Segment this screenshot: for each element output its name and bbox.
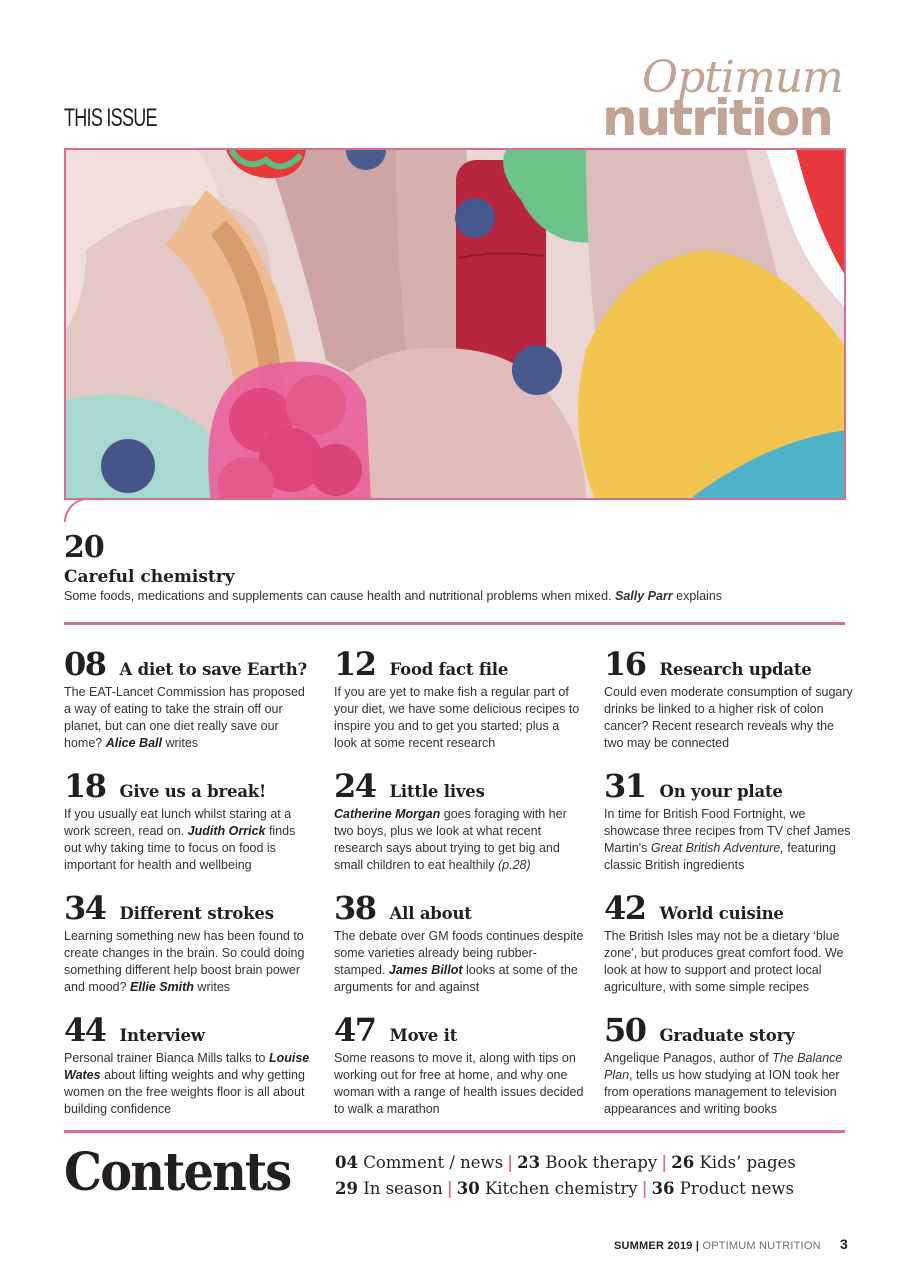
contents-row [335,1176,796,1202]
article-page-number: 34 [64,889,106,927]
article-item[interactable] [64,890,314,996]
article-page-number: 24 [334,767,376,805]
article-title: Little lives [389,782,485,801]
article-author: Alice Ball [105,736,162,750]
article-description: The British Isles may not be a dietary ‘blue zone’, but produces great comfort food. We look at how to support and protect local agriculture, with some simple recipes [604,929,844,994]
contents-item[interactable]: 26 Kids’ pages [671,1153,796,1172]
article-author: Louise Wates [64,1051,310,1082]
article-title: Interview [119,1026,205,1045]
contents-separator: | [507,1153,514,1172]
article-description: If you are yet to make fish a regular part of your diet, we have some delicious recipes to inspire you and to get you started; plus a look at some recent research [334,685,580,750]
article-page-number: 50 [604,1011,646,1049]
article-page-number: 18 [64,767,106,805]
article-description: The EAT-Lancet Commission has proposed a way of eating to take the strain off our planet, but can one diet really save our home? Alice Ball writes [64,685,305,750]
featured-title: Careful chemistry [64,567,235,587]
publication-name: OPTIMUM NUTRITION [702,1240,821,1252]
contents-heading: Contents [64,1142,291,1203]
article-title: A diet to save Earth? [119,660,307,679]
contents-item[interactable]: 23 Book therapy [517,1153,658,1172]
contents-item[interactable]: 04 Comment / news [335,1153,504,1172]
hero-illustration [64,148,846,500]
article-title: Give us a break! [119,782,267,801]
article-description: The debate over GM foods continues despite some varieties already being rubber-stamped. James Billot looks at some of the arguments for and against [334,929,584,994]
contents-item[interactable]: 29 In season [335,1179,443,1198]
page-number: 3 [839,1236,848,1252]
article-description: Some reasons to move it, along with tips on working out for free at home, and why one woman with a range of health issues decided to walk a marathon [334,1051,584,1116]
article-description: Angelique Panagos, author of The Balance Plan, tells us how studying at ION took her from operations management to television appearances and writing books [604,1051,843,1116]
article-title: Research update [659,660,812,679]
contents-list [335,1150,796,1202]
hero-corner-decoration [64,498,88,522]
article-item[interactable] [334,1012,584,1118]
contents-separator: | [446,1179,453,1198]
article-author: Ellie Smith [130,980,194,994]
featured-description: Some foods, medications and supplements can cause health and nutritional problems when mixed. Sally Parr explains [64,589,723,603]
article-page-number: 08 [64,645,106,683]
article-description: Personal trainer Bianca Mills talks to Louise Wates about lifting weights and why getting women on the free weights floor is all about building confidence [64,1051,310,1116]
contents-separator: | [661,1153,668,1172]
divider-top [64,622,845,625]
article-item[interactable] [334,646,584,752]
featured-author: Sally Parr [615,589,673,603]
article-description: If you usually eat lunch whilst staring at a work screen, read on. Judith Orrick finds out why taking time to focus on food is important for health and wellbeing [64,807,296,872]
article-item[interactable] [64,1012,314,1118]
issue-label: SUMMER 2019 [614,1240,693,1252]
logo-word: nutrition [602,89,832,147]
article-title: Move it [389,1026,458,1045]
page-footer [614,1236,848,1252]
article-author: Catherine Morgan [334,807,441,821]
featured-article[interactable] [64,530,854,605]
article-page-number: 42 [604,889,646,927]
divider-bottom [64,1130,845,1133]
article-item[interactable] [334,768,584,874]
magazine-logo [602,52,847,147]
article-page-number: 38 [334,889,376,927]
article-item[interactable] [604,768,854,874]
article-author: Judith Orrick [187,824,266,838]
article-title: All about [389,904,472,923]
contents-separator: | [641,1179,648,1198]
featured-page-number: 20 [64,530,104,565]
footer-separator: | [695,1240,700,1252]
contents-item[interactable]: 30 Kitchen chemistry [456,1179,638,1198]
article-item[interactable] [604,1012,854,1118]
contents-item[interactable]: 36 Product news [651,1179,795,1198]
article-description: Learning something new has been found to create changes in the brain. So could doing something different help boost brain power and mood? Ellie Smith writes [64,929,305,994]
food-illustration-icon [66,150,846,500]
article-item[interactable] [604,646,854,752]
article-title: On your plate [659,782,783,801]
article-item[interactable] [604,890,854,996]
article-item[interactable] [64,768,314,874]
article-title: Different strokes [119,904,274,923]
article-page-number: 12 [334,645,376,683]
article-title: Graduate story [659,1026,795,1045]
article-page-number: 16 [604,645,646,683]
article-page-number: 47 [334,1011,376,1049]
article-title: World cuisine [659,904,784,923]
article-description: In time for British Food Fortnight, we showcase three recipes from TV chef James Martin's Great British Adventure, featuring classic British ingredients [604,807,851,872]
section-label: THIS ISSUE [64,104,157,132]
article-description: Could even moderate consumption of sugary drinks be linked to a higher risk of colon cancer? Recent research reveals why the two may be connected [604,685,853,750]
article-author: James Billot [388,963,463,977]
article-item[interactable] [64,646,314,752]
article-title: Food fact file [389,660,509,679]
article-item[interactable] [334,890,584,996]
article-description: Catherine Morgan goes foraging with her two boys, plus we look at what recent research says about trying to get big and small children to eat healthily (p.28) [334,807,567,872]
article-page-number: 44 [64,1011,106,1049]
contents-row [335,1150,796,1176]
logo-script: Optimum [642,52,843,103]
article-page-number: 31 [604,767,646,805]
